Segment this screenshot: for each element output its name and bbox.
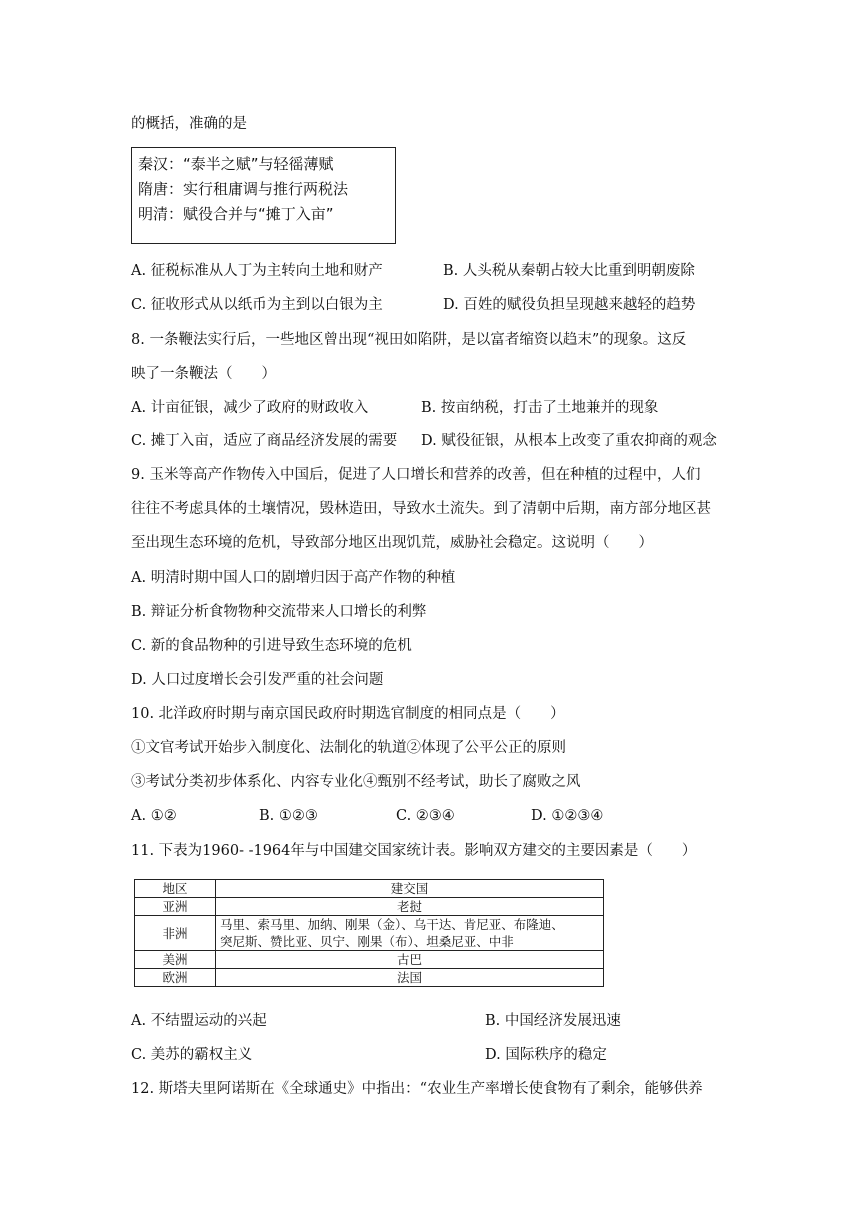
q8-stem-line: 映了一条鞭法（ ） (131, 366, 276, 382)
q7-stem-tail: 的概括，准确的是 (131, 116, 247, 132)
table-row (135, 898, 604, 916)
table-cell-region: 美洲 (135, 951, 216, 969)
table-header: 地区 (135, 880, 216, 898)
q11-option-a: A. 不结盟运动的兴起 (131, 1013, 267, 1029)
q10-items-line: ③考试分类初步体系化、内容专业化④甄别不经考试，助长了腐败之风 (131, 774, 581, 790)
q7-option-a: A. 征税标准从人丁为主转向土地和财产 (131, 263, 383, 279)
q10-option-a: A. ①② (131, 808, 177, 824)
table-cell-countries: 法国 (216, 969, 604, 987)
q7-option-b: B. 人头税从秦朝占较大比重到明朝废除 (443, 263, 695, 279)
table-cell-region: 欧洲 (135, 969, 216, 987)
table-header-row (135, 880, 604, 898)
q10-option-c: C. ②③④ (396, 808, 455, 824)
table-cell-countries: 老挝 (216, 898, 604, 916)
q10-option-d: D. ①②③④ (531, 808, 604, 824)
table-cell-region: 非洲 (135, 916, 216, 951)
q8-stem-line: 8. 一条鞭法实行后，一些地区曾出现“视田如陷阱，是以富者缩资以趋末”的现象。这反 (131, 332, 687, 348)
countries-line: 突尼斯、赞比亚、贝宁、刚果（布）、坦桑尼亚、中非 (220, 934, 514, 949)
q8-option-b: B. 按亩纳税，打击了土地兼并的现象 (421, 400, 659, 416)
table-cell-region: 亚洲 (135, 898, 216, 916)
q10-items-line: ①文官考试开始步入制度化、法制化的轨道②体现了公平公正的原则 (131, 740, 566, 756)
q7-quote-box (131, 147, 396, 244)
q11-option-c: C. 美苏的霸权主义 (131, 1047, 253, 1063)
table-row (135, 916, 604, 951)
table-cell-countries (216, 916, 604, 951)
diplomatic-relations-table (134, 879, 604, 987)
q12-stem: 12. 斯塔夫里阿诺斯在《全球通史》中指出：“农业生产率增长使食物有了剩余，能够供养 (131, 1081, 703, 1097)
q8-option-a: A. 计亩征银，减少了政府的财政收入 (131, 400, 369, 416)
q10-option-b: B. ①②③ (259, 808, 318, 824)
q7-box-line: 秦汉：“泰半之赋”与轻徭薄赋 (138, 155, 334, 173)
q7-option-c: C. 征收形式从以纸币为主到以白银为主 (131, 297, 383, 313)
table-header: 建交国 (216, 880, 604, 898)
table-row (135, 951, 604, 969)
q11-stem: 11. 下表为1960- -1964年与中国建交国家统计表。影响双方建交的主要因素是（ ） (131, 843, 697, 859)
q7-box-line: 隋唐：实行租庸调与推行两税法 (138, 180, 349, 198)
q11-option-b: B. 中国经济发展迅速 (485, 1013, 621, 1029)
q9-option-d: D. 人口过度增长会引发严重的社会问题 (131, 672, 384, 688)
q9-stem-line: 往往不考虑具体的土壤情况，毁林造田，导致水土流失。到了清朝中后期，南方部分地区甚 (131, 501, 711, 517)
countries-line: 马里、索马里、加纳、刚果（金）、乌干达、肯尼亚、布隆迪、 (220, 917, 564, 932)
table-row (135, 969, 604, 987)
q7-option-d: D. 百姓的赋役负担呈现越来越轻的趋势 (443, 297, 696, 313)
q7-box-line: 明清：赋役合并与“摊丁入亩” (138, 205, 334, 223)
table-cell-countries: 古巴 (216, 951, 604, 969)
q9-option-a: A. 明清时期中国人口的剧增归因于高产作物的种植 (131, 570, 456, 586)
q8-option-c: C. 摊丁入亩，适应了商品经济发展的需要 (131, 433, 398, 449)
q9-stem-line: 9. 玉米等高产作物传入中国后，促进了人口增长和营养的改善，但在种植的过程中，人们 (131, 467, 701, 483)
q9-option-b: B. 辩证分析食物物种交流带来人口增长的利弊 (131, 604, 427, 620)
q9-option-c: C. 新的食品物种的引进导致生态环境的危机 (131, 638, 412, 654)
q10-stem: 10. 北洋政府时期与南京国民政府时期选官制度的相同点是（ ） (131, 706, 565, 722)
q8-option-d: D. 赋役征银，从根本上改变了重农抑商的观念 (421, 433, 717, 449)
q9-stem-line: 至出现生态环境的危机，导致部分地区出现饥荒，威胁社会稳定。这说明（ ） (131, 535, 653, 551)
q11-option-d: D. 国际秩序的稳定 (485, 1047, 607, 1063)
